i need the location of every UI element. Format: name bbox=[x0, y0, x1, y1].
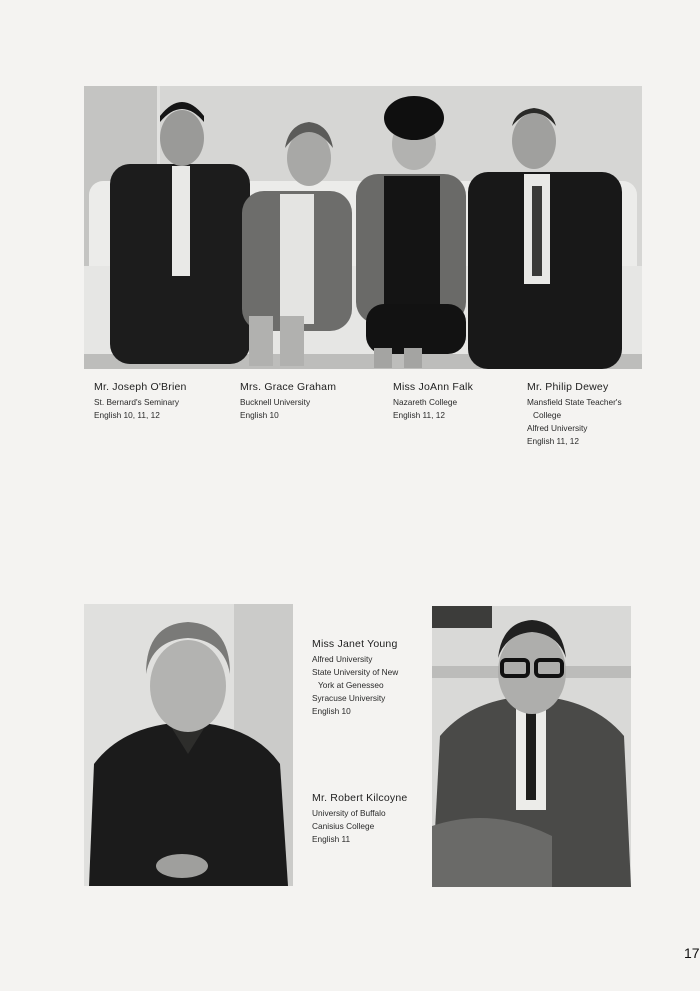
teacher-name: Mr. Philip Dewey bbox=[527, 381, 609, 393]
teacher-name: Miss Janet Young bbox=[312, 638, 398, 650]
teacher-education: College bbox=[533, 410, 562, 420]
caption-joann-falk bbox=[393, 381, 473, 422]
caption-philip-dewey bbox=[527, 381, 622, 448]
teacher-education: State University of New bbox=[312, 667, 399, 677]
teacher-name: Mrs. Grace Graham bbox=[240, 381, 337, 393]
caption-joseph-obrien bbox=[94, 381, 187, 422]
teacher-subject: English 11 bbox=[312, 834, 351, 844]
teacher-subject: English 11, 12 bbox=[527, 436, 579, 446]
group-photo-image bbox=[84, 86, 642, 369]
teacher-education: Canisius College bbox=[312, 821, 375, 831]
caption-janet-young bbox=[312, 638, 398, 718]
teacher-subject: English 10, 11, 12 bbox=[94, 410, 160, 420]
teacher-subject: English 11, 12 bbox=[393, 410, 445, 420]
teacher-education: Mansfield State Teacher's bbox=[527, 397, 622, 407]
teacher-subject: English 10 bbox=[240, 410, 279, 420]
teacher-name: Mr. Robert Kilcoyne bbox=[312, 792, 408, 804]
teacher-education: St. Bernard's Seminary bbox=[94, 397, 180, 407]
portrait-janet-young bbox=[84, 604, 293, 886]
teacher-education: Syracuse University bbox=[312, 693, 386, 703]
caption-robert-kilcoyne bbox=[312, 792, 407, 846]
portrait-image bbox=[432, 606, 631, 887]
teacher-education: Alfred University bbox=[527, 423, 588, 433]
portrait-image bbox=[84, 604, 293, 886]
teacher-education: Nazareth College bbox=[393, 397, 458, 407]
teacher-subject: English 10 bbox=[312, 706, 351, 716]
teacher-name: Miss JoAnn Falk bbox=[393, 381, 474, 393]
page-number: 17 bbox=[684, 945, 700, 961]
group-photo bbox=[84, 86, 642, 369]
teacher-education: Alfred University bbox=[312, 654, 373, 664]
portrait-robert-kilcoyne bbox=[432, 606, 631, 887]
teacher-education: University of Buffalo bbox=[312, 808, 386, 818]
teacher-education: Bucknell University bbox=[240, 397, 311, 407]
caption-grace-graham bbox=[240, 381, 336, 422]
teacher-name: Mr. Joseph O'Brien bbox=[94, 381, 187, 393]
teacher-education: York at Genesseo bbox=[318, 680, 384, 690]
